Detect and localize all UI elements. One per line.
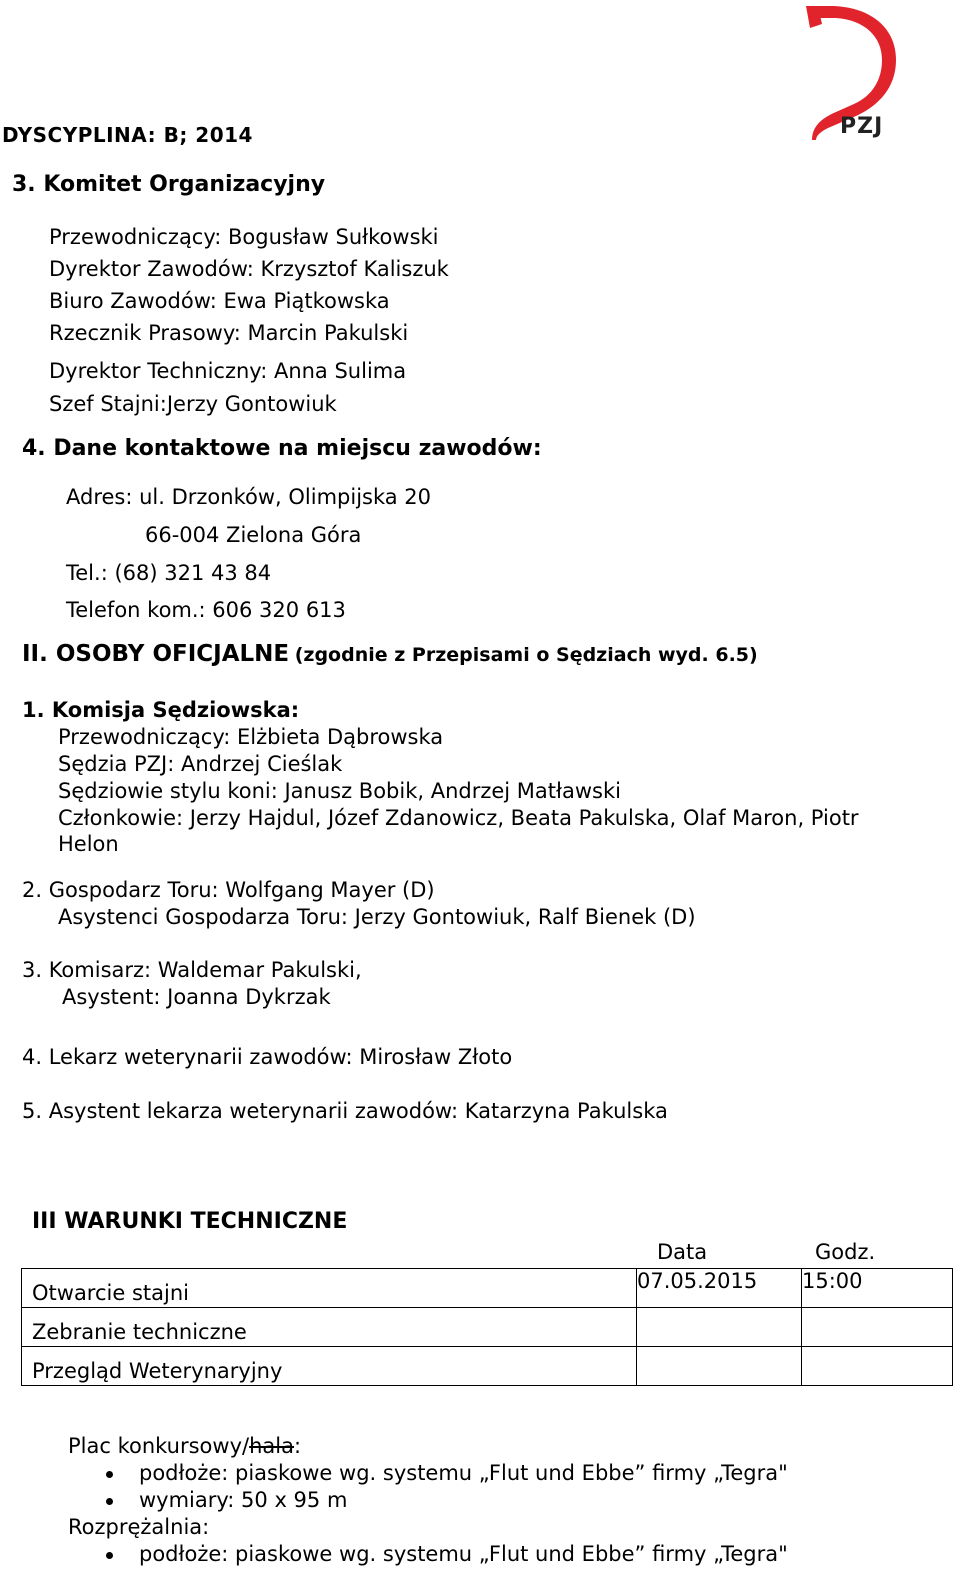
table-row [22, 1308, 953, 1347]
jury-line: Przewodniczący: Elżbieta Dąbrowska [58, 725, 444, 749]
committee-heading: 3. Komitet Organizacyjny [12, 172, 326, 197]
arena-bullet: podłoże: piaskowe wg. systemu „Flut und Ebbe” firmy „Tegra" [139, 1461, 788, 1485]
technical-heading: III WARUNKI TECHNICZNE [32, 1209, 348, 1234]
officials-heading [22, 641, 758, 667]
jury-line: Sędzia PZJ: Andrzej Cieślak [58, 752, 343, 776]
bullet-icon [106, 1498, 113, 1505]
row-time [802, 1308, 953, 1347]
warmup-label: Rozprężalnia: [68, 1515, 210, 1539]
vet-assistant: 5. Asystent lekarza weterynarii zawodów: Katarzyna Pakulska [22, 1099, 668, 1123]
course-designer: 2. Gospodarz Toru: Wolfgang Mayer (D) [22, 878, 435, 902]
col-date-header: Data [657, 1240, 708, 1264]
committee-line: Dyrektor Techniczny: Anna Sulima [49, 359, 407, 383]
col-time-header: Godz. [815, 1240, 876, 1264]
committee-line: Rzecznik Prasowy: Marcin Pakulski [49, 321, 409, 345]
arena-label-prefix: Plac konkursowy/ [68, 1434, 250, 1458]
row-time: 15:00 [802, 1269, 953, 1308]
steward-assistant: Asystent: Joanna Dykrzak [62, 985, 331, 1009]
jury-line: Sędziowie stylu koni: Janusz Bobik, Andrzej Matławski [58, 779, 621, 803]
committee-line: Szef Stajni:Jerzy Gontowiuk [49, 392, 337, 416]
jury-heading: 1. Komisja Sędziowska: [22, 698, 300, 722]
row-label: Zebranie techniczne [22, 1308, 637, 1347]
vet: 4. Lekarz weterynarii zawodów: Mirosław Złoto [22, 1045, 513, 1069]
row-label: Przegląd Weterynaryjny [22, 1347, 637, 1386]
table-row [22, 1269, 953, 1308]
steward: 3. Komisarz: Waldemar Pakulski, [22, 958, 362, 982]
contact-tel: Tel.: (68) 321 43 84 [66, 561, 272, 585]
arena-label-suffix: : [293, 1434, 302, 1458]
contact-address: Adres: ul. Drzonków, Olimpijska 20 [66, 485, 432, 509]
warmup-bullet: podłoże: piaskowe wg. systemu „Flut und Ebbe” firmy „Tegra" [139, 1542, 788, 1566]
bullet-icon [106, 1471, 113, 1478]
row-date [637, 1347, 802, 1386]
jury-line: Helon [58, 832, 119, 856]
table-row [22, 1347, 953, 1386]
arena-bullet: wymiary: 50 x 95 m [139, 1488, 348, 1512]
contact-heading: 4. Dane kontaktowe na miejscu zawodów: [22, 436, 542, 461]
technical-table [21, 1268, 953, 1386]
committee-line: Dyrektor Zawodów: Krzysztof Kaliszuk [49, 257, 449, 281]
contact-city: 66-004 Zielona Góra [145, 523, 362, 547]
row-date: 07.05.2015 [637, 1269, 802, 1308]
discipline-header: DYSCYPLINA: B; 2014 [2, 123, 253, 147]
pzj-logo [796, 2, 906, 142]
bullet-icon [106, 1552, 113, 1559]
logo-text: PZJ [840, 114, 884, 139]
course-assistants: Asystenci Gospodarza Toru: Jerzy Gontowiuk, Ralf Bienek (D) [58, 905, 696, 929]
arena-label-strike: hala [249, 1434, 294, 1458]
row-time [802, 1347, 953, 1386]
officials-heading-main: II. OSOBY OFICJALNE [22, 641, 290, 667]
jury-line: Członkowie: Jerzy Hajdul, Józef Zdanowicz, Beata Pakulska, Olaf Maron, Piotr [58, 806, 859, 830]
contact-mobile: Telefon kom.: 606 320 613 [66, 598, 346, 622]
row-label: Otwarcie stajni [22, 1269, 637, 1308]
row-date [637, 1308, 802, 1347]
committee-line: Przewodniczący: Bogusław Sułkowski [49, 225, 439, 249]
officials-heading-sub: (zgodnie z Przepisami o Sędziach wyd. 6.5) [294, 644, 758, 666]
arena-label [68, 1434, 301, 1458]
committee-line: Biuro Zawodów: Ewa Piątkowska [49, 289, 390, 313]
